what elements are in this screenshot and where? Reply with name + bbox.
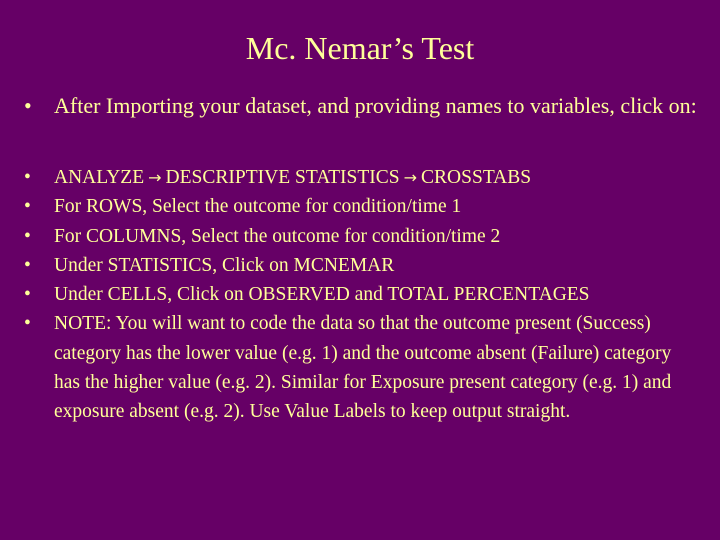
step-text: For COLUMNS, Select the outcome for condition/time 2 bbox=[54, 225, 501, 247]
bullet-marker: • bbox=[24, 284, 31, 306]
menu-crosstabs: CROSSTABS bbox=[421, 167, 532, 188]
bullet-marker: • bbox=[24, 167, 31, 188]
step-text: For ROWS, Select the outcome for condition/time 1 bbox=[54, 196, 462, 218]
menu-analyze: ANALYZE bbox=[54, 167, 145, 188]
intro-bullet-item bbox=[22, 92, 702, 120]
bullet-marker: • bbox=[24, 225, 31, 247]
slide-title: Mc. Nemar’s Test bbox=[245, 30, 475, 66]
step-text: Under CELLS, Click on OBSERVED and TOTAL PERCENTAGES bbox=[54, 284, 590, 306]
step-item-columns bbox=[22, 222, 702, 251]
step-text bbox=[54, 163, 702, 192]
bullet-marker: • bbox=[24, 254, 31, 276]
step-item-rows bbox=[22, 192, 702, 221]
bullet-marker: • bbox=[24, 313, 31, 335]
step-item-analyze bbox=[22, 163, 702, 192]
step-item-note bbox=[22, 309, 702, 426]
step-list bbox=[22, 163, 702, 427]
arrow-right-icon: → bbox=[148, 168, 162, 187]
bullet-marker: • bbox=[24, 93, 32, 118]
arrow-right-icon: → bbox=[403, 168, 418, 187]
intro-text: After Importing your dataset, and providing names to variables, click on: bbox=[54, 93, 697, 118]
step-item-cells bbox=[22, 280, 702, 309]
step-item-statistics bbox=[22, 251, 702, 280]
step-text: Under STATISTICS, Click on MCNEMAR bbox=[54, 254, 395, 276]
note-text: NOTE: You will want to code the data so that the outcome present (Success) category has the lower value (e.g. 1) and the outcome absent (Failure) category has the higher value (e.g. 2). Similar for Exposure present category (e.g. 1) and exposure absent (e.g. 2). Use Value Labels to keep output straight. bbox=[54, 313, 672, 423]
menu-descriptive-statistics: DESCRIPTIVE STATISTICS bbox=[165, 167, 400, 188]
bullet-marker: • bbox=[24, 196, 31, 218]
